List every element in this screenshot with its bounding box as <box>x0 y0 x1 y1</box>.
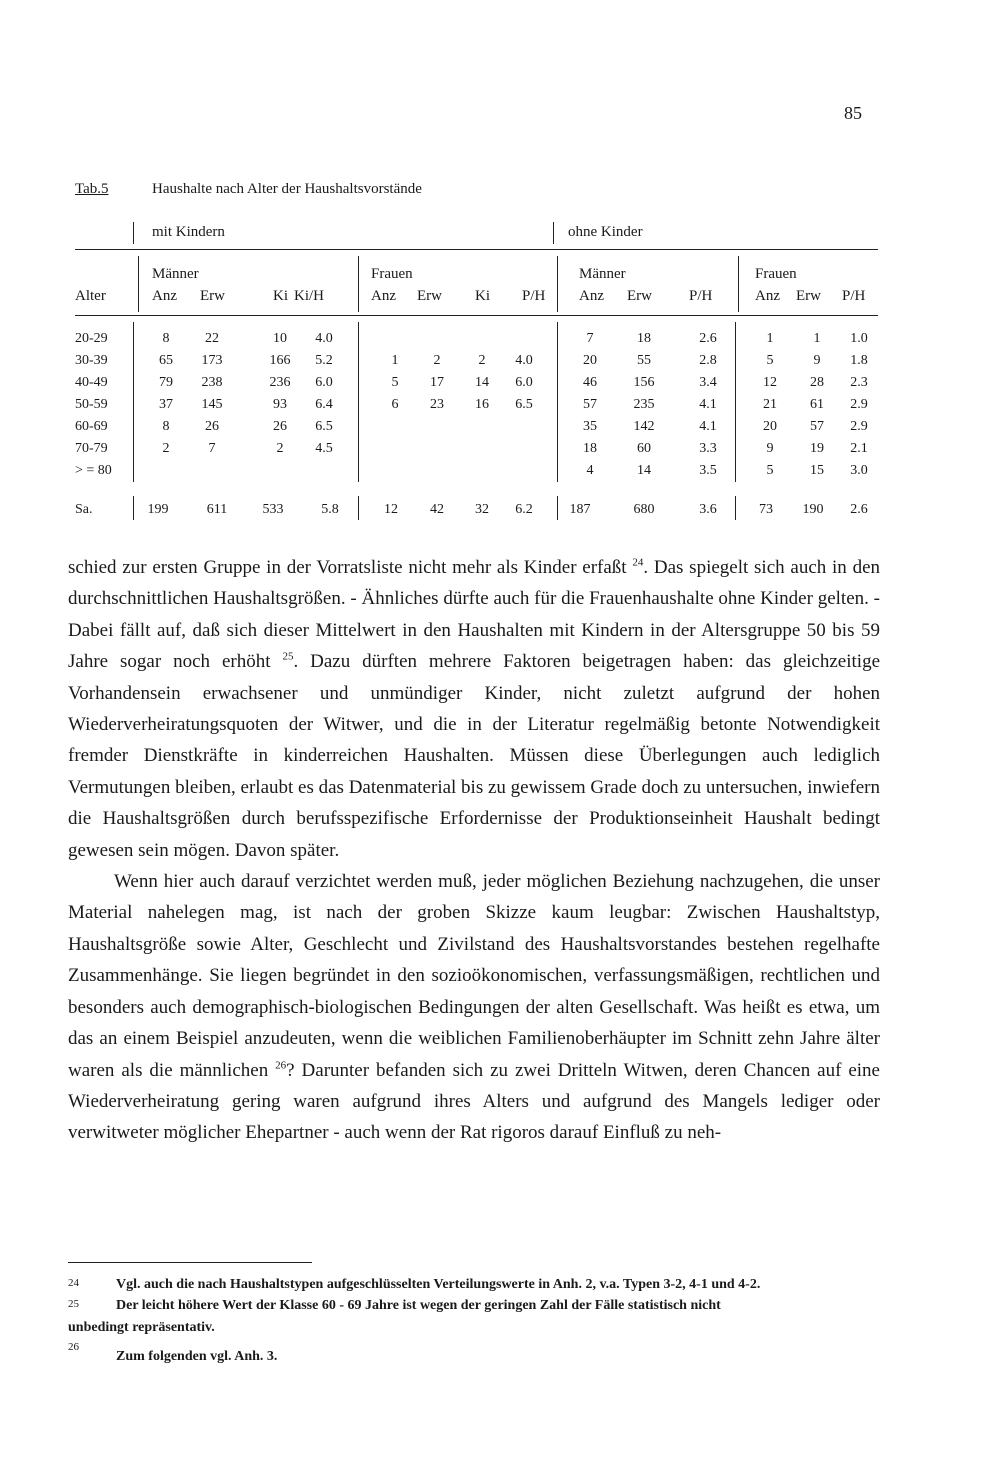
col-header-erw: Erw <box>627 288 652 304</box>
cell-sum-mk-m-erw: 611 <box>206 502 228 517</box>
cell-sum-ok-f-ph: 2.6 <box>850 502 868 517</box>
cell-mk-m-kih: 4.0 <box>315 331 333 346</box>
cell-sum-ok-m-erw: 680 <box>633 502 655 517</box>
paragraph: schied zur ersten Gruppe in der Vorratsliste nicht mehr als Kinder erfaßt $^{24}$. Das spiegelt sich auch in den durchschnittlichen Haushaltsgrößen. - Ähnliches dürfte auch für die Frauenhaushalte ohne Kinder gelten. - Dabei fällt auf, daß sich dieser Mittelwert in den Haushalten mit Kindern in der Altersgruppe 50 bis 59 Jahre sogar noch erhöht $^{25}$. Dazu dürften mehrere Faktoren beigetragen haben: das gleichzeitige Vorhandensein erwachsener und unmündiger Kinder, nicht zuletzt aufgrund der hohen Wiederverheiratungsquoten der Witwer, und die in der Literatur regelmäßig betonte Notwendigkeit fremder Dienstkräfte in kinderreichen Haushalten. Müssen diese Überlegungen auch lediglich Vermutungen bleiben, erlaubt es das Datenmaterial bis zu gewissem Grade doch zu untersuchen, inwiefern die Haushaltsgrößen durch berufsspezifische Erfordernisse der Produktionseinheit Haushalt bedingt gewesen sein mögen. Davon später. <box>68 556 880 861</box>
cell-ok-m-erw: 18 <box>637 331 651 346</box>
cell-sum-mk-m-ki: 533 <box>262 502 284 517</box>
cell-ok-m-erw: 142 <box>633 419 655 434</box>
cell-ok-m-ph: 2.6 <box>699 331 717 346</box>
cell-mk-m-erw: 22 <box>205 331 219 346</box>
table-title: Haushalte nach Alter der Haushaltsvorstände <box>152 181 422 197</box>
footnote-ref: 24 <box>632 556 644 569</box>
footnote-text: Vgl. auch die nach Haushaltstypen aufgeschlüsselten Verteilungswerte in Anh. 2, v.a. Typen 3-2, 4-1 und 4-2. <box>116 1277 761 1292</box>
table-col-divider <box>133 222 134 244</box>
table-rule-header-bottom <box>75 315 878 316</box>
table-col-divider <box>358 496 359 520</box>
cell-mk-m-anz: 79 <box>159 375 173 390</box>
footnote-ref: 25 <box>282 650 294 663</box>
cell-ok-m-erw: 60 <box>637 441 651 456</box>
cell-sum-mk-f-anz: 12 <box>384 502 398 517</box>
col-header-ph: P/H <box>842 288 866 304</box>
footnote-text: Zum folgenden vgl. Anh. 3. <box>116 1349 278 1364</box>
row-alter: 60-69 <box>75 419 108 434</box>
table-col-divider <box>358 322 359 482</box>
cell-ok-m-anz: 46 <box>583 375 597 390</box>
cell-ok-f-erw: 57 <box>810 419 824 434</box>
footnote-number: 24 <box>68 1277 79 1289</box>
cell-mk-m-anz: 8 <box>162 331 170 346</box>
cell-sum-mk-m-anz: 199 <box>147 502 169 517</box>
footnote-text: Der leicht höhere Wert der Klasse 60 - 69 Jahre ist wegen der geringen Zahl der Fälle statistisch nicht <box>116 1298 721 1313</box>
cell-ok-m-anz: 35 <box>583 419 597 434</box>
row-sum-label: Sa. <box>75 502 93 517</box>
footnote-number: 26 <box>68 1341 79 1353</box>
table-col-divider <box>557 496 558 520</box>
cell-mk-m-erw: 7 <box>208 441 216 456</box>
cell-ok-f-erw: 28 <box>810 375 824 390</box>
table-col-divider <box>557 322 558 482</box>
paragraph: Wenn hier auch darauf verzichtet werden muß, jeder möglichen Beziehung nachzugehen, die unser Material nahelegen mag, ist nach der groben Skizze kaum leugbar: Zwischen Haushaltstyp, Haushaltsgröße sowie Alter, Geschlecht und Zivilstand des Haushaltsvorstandes bestehen regelhafte Zusammenhänge. Sie liegen begründet in den sozioökonomischen, verfassungsmäßigen, rechtlichen und besonders auch demographisch-biologischen Bedingungen der alten Gesellschaft. Was heißt es etwa, um das an einem Beispiel anzudeuten, wenn die weiblichen Familienoberhäupter im Schnitt zehn Jahre älter waren als die männlichen $^{26}$? Darunter befanden sich zu zwei Dritteln Witwen, deren Chancen auf eine Wiederverheiratung gering waren aufgrund ihres Alters und aufgrund des Mangels lediger oder verwitweter möglicher Ehepartner - auch wenn der Rat rigoros darauf Einfluß zu neh- <box>68 871 880 1144</box>
cell-mk-m-anz: 2 <box>162 441 170 456</box>
cell-sum-ok-f-erw: 190 <box>802 502 824 517</box>
cell-sum-mk-f-erw: 42 <box>430 502 444 517</box>
cell-mk-f-erw: 2 <box>433 353 441 368</box>
footnote-number: 25 <box>68 1298 79 1310</box>
cell-ok-m-ph: 3.3 <box>699 441 717 456</box>
cell-sum-mk-m-kih: 5.8 <box>321 502 339 517</box>
cell-ok-f-erw: 9 <box>813 353 821 368</box>
footnote-ref: 26 <box>275 1059 287 1072</box>
cell-ok-m-ph: 3.5 <box>699 463 717 478</box>
cell-mk-m-erw: 145 <box>201 397 223 412</box>
cell-ok-f-anz: 1 <box>766 331 774 346</box>
cell-sum-mk-f-ki: 32 <box>475 502 489 517</box>
table-col-divider <box>553 222 554 244</box>
table-col-divider <box>358 256 359 312</box>
cell-ok-m-ph: 4.1 <box>699 397 717 412</box>
col-header-ph: P/H <box>689 288 713 304</box>
cell-mk-m-kih: 6.5 <box>315 419 333 434</box>
cell-mk-f-anz: 5 <box>391 375 399 390</box>
cell-mk-f-ph: 6.0 <box>515 375 533 390</box>
subheader-frauen: Frauen <box>755 266 797 282</box>
cell-mk-m-kih: 4.5 <box>315 441 333 456</box>
cell-mk-m-erw: 238 <box>201 375 223 390</box>
cell-ok-m-erw: 14 <box>637 463 651 478</box>
cell-ok-f-ph: 1.8 <box>850 353 868 368</box>
table-label: Tab.5 <box>75 181 109 197</box>
cell-ok-m-ph: 2.8 <box>699 353 717 368</box>
col-header-ph: P/H <box>522 288 546 304</box>
col-header-alter: Alter <box>75 288 106 304</box>
cell-sum-mk-f-ph: 6.2 <box>515 502 533 517</box>
cell-mk-m-ki: 2 <box>276 441 284 456</box>
table-col-divider <box>133 496 134 520</box>
cell-mk-m-ki: 26 <box>273 419 287 434</box>
cell-ok-f-ph: 2.9 <box>850 397 868 412</box>
cell-mk-f-ki: 16 <box>475 397 489 412</box>
table-col-divider <box>138 256 139 312</box>
col-header-erw: Erw <box>200 288 225 304</box>
cell-mk-m-ki: 93 <box>273 397 287 412</box>
cell-mk-m-ki: 236 <box>269 375 291 390</box>
subheader-frauen: Frauen <box>371 266 413 282</box>
group-header-with-children: mit Kindern <box>152 224 225 240</box>
col-header-ki: Ki <box>475 288 490 304</box>
row-alter: 40-49 <box>75 375 108 390</box>
cell-ok-m-erw: 55 <box>637 353 651 368</box>
cell-ok-f-ph: 1.0 <box>850 331 868 346</box>
cell-ok-m-anz: 7 <box>586 331 594 346</box>
table-rule-header-top <box>75 249 878 250</box>
cell-ok-f-ph: 2.1 <box>850 441 868 456</box>
cell-sum-ok-m-ph: 3.6 <box>699 502 717 517</box>
cell-ok-m-erw: 235 <box>633 397 655 412</box>
row-alter: 50-59 <box>75 397 108 412</box>
cell-ok-f-ph: 2.3 <box>850 375 868 390</box>
cell-mk-m-anz: 65 <box>159 353 173 368</box>
cell-mk-f-ki: 2 <box>478 353 486 368</box>
cell-mk-m-anz: 8 <box>162 419 170 434</box>
cell-ok-f-erw: 61 <box>810 397 824 412</box>
body-text <box>68 552 880 1149</box>
cell-mk-f-ki: 14 <box>475 375 489 390</box>
cell-ok-f-anz: 20 <box>763 419 777 434</box>
col-header-anz: Anz <box>579 288 604 304</box>
cell-ok-m-ph: 3.4 <box>699 375 717 390</box>
subheader-maenner: Männer <box>152 266 199 282</box>
cell-mk-f-erw: 23 <box>430 397 444 412</box>
table-col-divider <box>735 322 736 482</box>
cell-mk-f-erw: 17 <box>430 375 444 390</box>
cell-sum-ok-f-anz: 73 <box>759 502 773 517</box>
cell-ok-m-anz: 18 <box>583 441 597 456</box>
cell-ok-m-anz: 4 <box>586 463 594 478</box>
cell-ok-f-erw: 19 <box>810 441 824 456</box>
cell-sum-ok-m-anz: 187 <box>569 502 591 517</box>
row-alter: 20-29 <box>75 331 108 346</box>
footnote-rule <box>68 1262 312 1263</box>
cell-ok-f-anz: 12 <box>763 375 777 390</box>
cell-mk-m-kih: 6.0 <box>315 375 333 390</box>
cell-ok-f-anz: 9 <box>766 441 774 456</box>
cell-ok-f-anz: 5 <box>766 463 774 478</box>
row-alter: 70-79 <box>75 441 108 456</box>
cell-mk-f-anz: 1 <box>391 353 399 368</box>
cell-ok-m-anz: 20 <box>583 353 597 368</box>
cell-mk-m-ki: 166 <box>269 353 291 368</box>
cell-ok-m-ph: 4.1 <box>699 419 717 434</box>
cell-ok-f-erw: 1 <box>813 331 821 346</box>
col-header-ki: Ki <box>273 288 288 304</box>
cell-ok-m-erw: 156 <box>633 375 655 390</box>
col-header-erw: Erw <box>417 288 442 304</box>
cell-mk-f-ph: 4.0 <box>515 353 533 368</box>
table-col-divider <box>557 256 558 312</box>
cell-mk-m-kih: 5.2 <box>315 353 333 368</box>
cell-mk-m-erw: 26 <box>205 419 219 434</box>
col-header-anz: Anz <box>755 288 780 304</box>
col-header-anz: Anz <box>371 288 396 304</box>
table-col-divider <box>735 496 736 520</box>
cell-ok-f-anz: 5 <box>766 353 774 368</box>
cell-mk-m-anz: 37 <box>159 397 173 412</box>
row-alter: > = 80 <box>75 463 112 478</box>
table-col-divider <box>133 322 134 482</box>
group-header-without-children: ohne Kinder <box>568 224 643 240</box>
footnote-text-continued: unbedingt repräsentativ. <box>68 1320 215 1335</box>
page-number: 85 <box>844 103 862 123</box>
subheader-maenner: Männer <box>579 266 626 282</box>
row-alter: 30-39 <box>75 353 108 368</box>
col-header-anz: Anz <box>152 288 177 304</box>
cell-mk-m-kih: 6.4 <box>315 397 333 412</box>
cell-mk-f-ph: 6.5 <box>515 397 533 412</box>
cell-mk-m-ki: 10 <box>273 331 287 346</box>
cell-ok-f-erw: 15 <box>810 463 824 478</box>
cell-ok-m-anz: 57 <box>583 397 597 412</box>
col-header-erw: Erw <box>796 288 821 304</box>
col-header-kih: Ki/H <box>294 288 324 304</box>
cell-mk-m-erw: 173 <box>201 353 223 368</box>
cell-mk-f-anz: 6 <box>391 397 399 412</box>
cell-ok-f-anz: 21 <box>763 397 777 412</box>
cell-ok-f-ph: 3.0 <box>850 463 868 478</box>
cell-ok-f-ph: 2.9 <box>850 419 868 434</box>
table-col-divider <box>738 256 739 312</box>
